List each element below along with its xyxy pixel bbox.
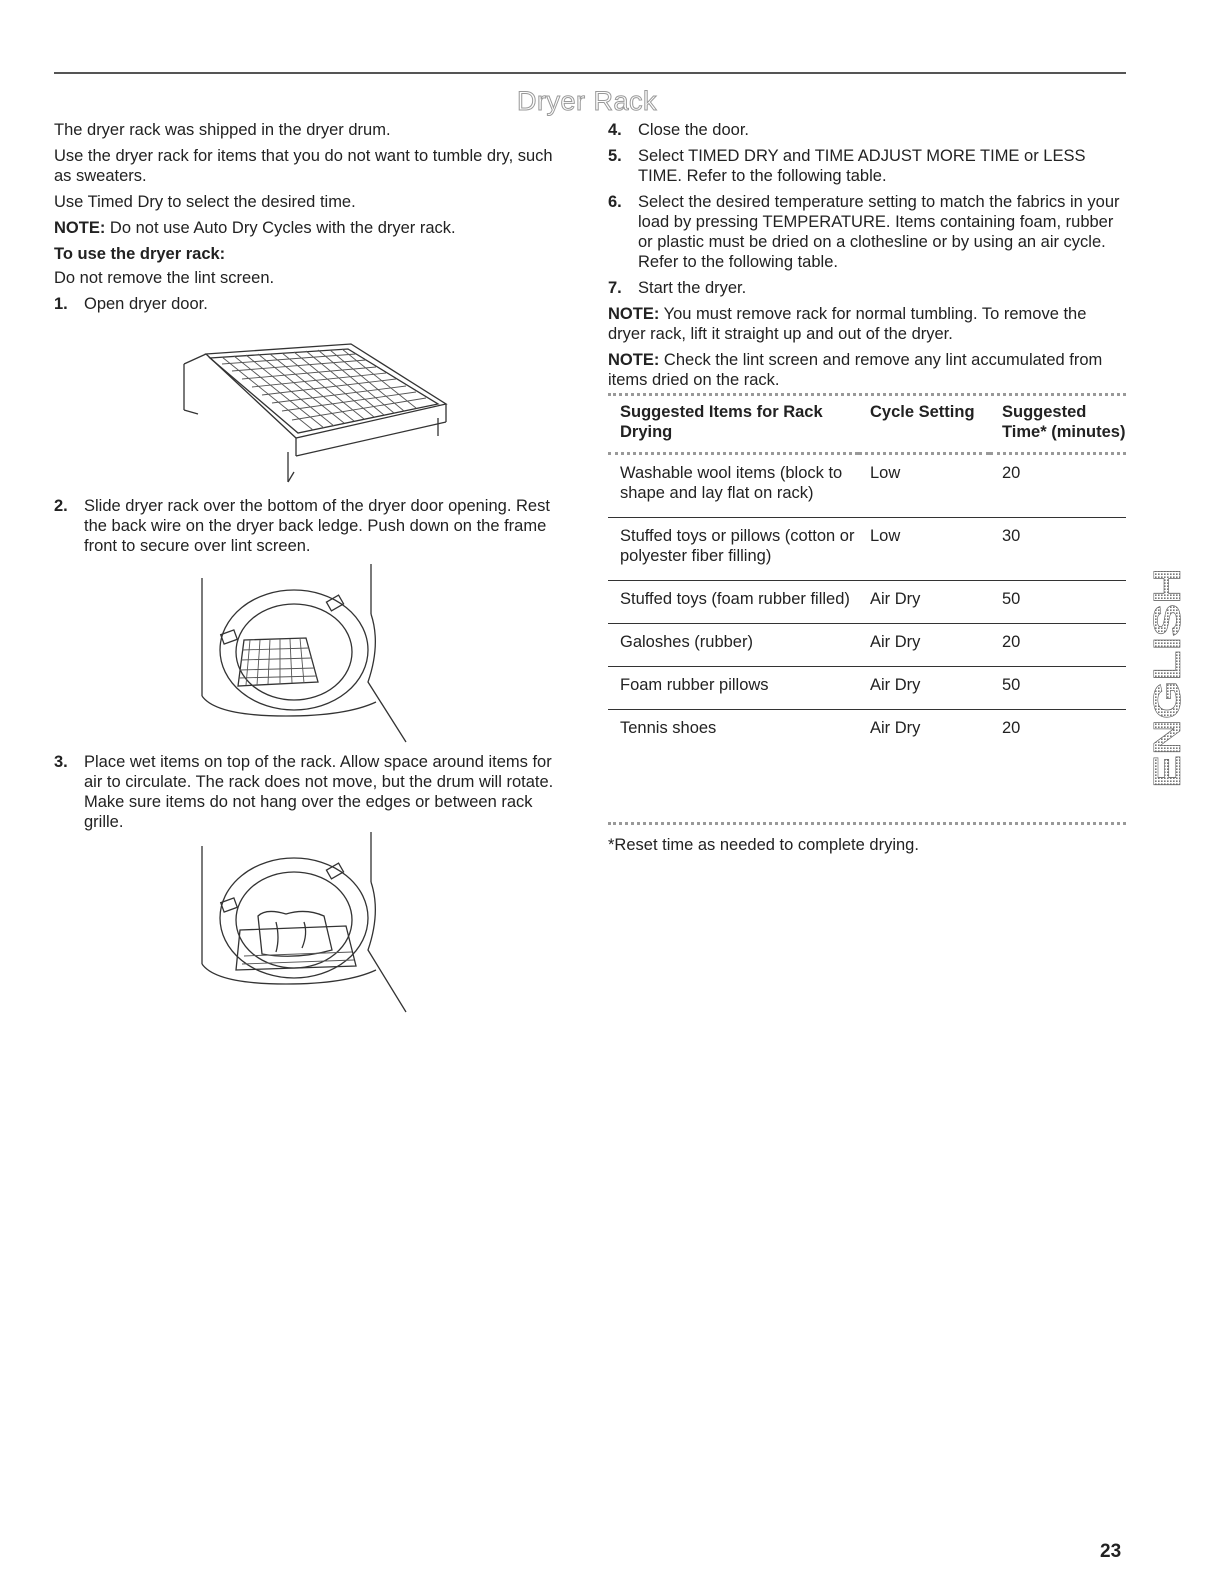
cycle-cell: Air Dry <box>858 667 990 710</box>
side-tab-text: ENGLISH <box>1147 619 1189 788</box>
items-on-rack-illustration <box>196 830 406 1020</box>
step-text: Select the desired temperature setting to match the fabrics in your load by pressing TEMPERATURE. Items containing foam, rubber or plastic must be dried on a clothesline or by using an air cycle. Refer to the following table. <box>638 193 1120 271</box>
step-text: Close the door. <box>638 121 749 139</box>
item-cell: Washable wool items (block to shape and lay flat on rack) <box>608 454 858 518</box>
table-row <box>608 454 1126 518</box>
note-label: NOTE: <box>608 305 660 323</box>
top-rule <box>54 72 1126 74</box>
header-time: Suggested Time* (minutes) <box>1002 403 1126 441</box>
step-6 <box>608 192 1128 272</box>
note-remove-rack <box>608 304 1128 344</box>
table-row <box>608 667 1126 710</box>
time-cell: 50 <box>990 667 1126 710</box>
note-text: Check the lint screen and remove any lint accumulated from items dried on the rack. <box>608 351 1103 389</box>
page-title: Dryer Rack <box>516 86 657 116</box>
table-bottom-rule <box>608 822 1126 825</box>
time-cell: 20 <box>990 454 1126 518</box>
intro-paragraph-2: Use the dryer rack for items that you do not want to tumble dry, such as sweaters. <box>54 147 553 185</box>
item-cell: Stuffed toys or pillows (cotton or polyester fiber filling) <box>608 518 858 581</box>
step-number: 7. <box>608 279 622 297</box>
header-cycle: Cycle Setting <box>870 403 975 421</box>
note-label: NOTE: <box>54 219 106 237</box>
lint-screen-paragraph: Do not remove the lint screen. <box>54 269 275 287</box>
note-lint-screen <box>608 350 1128 390</box>
page-number: 23 <box>1100 1541 1122 1562</box>
header-items: Suggested Items for Rack Drying <box>620 403 823 441</box>
rack-installed-illustration <box>196 564 406 754</box>
note-auto-dry <box>54 218 574 238</box>
step-3 <box>54 752 574 832</box>
step-text: Select TIMED DRY and TIME ADJUST MORE TIME or LESS TIME. Refer to the following table. <box>638 147 1086 185</box>
note-text: You must remove rack for normal tumbling. To remove the dryer rack, lift it straight up and out of the dryer. <box>608 305 1087 343</box>
step-5 <box>608 146 1128 186</box>
step-1 <box>54 294 574 314</box>
step-number: 4. <box>608 121 622 139</box>
step-number: 6. <box>608 193 622 211</box>
dryer-rack-illustration <box>176 334 452 484</box>
language-side-tab <box>1147 566 1189 790</box>
howto-heading-text: To use the dryer rack: <box>54 245 226 263</box>
item-cell: Tennis shoes <box>608 710 858 753</box>
step-2 <box>54 496 574 556</box>
item-cell: Foam rubber pillows <box>608 667 858 710</box>
step-text: Open dryer door. <box>84 295 208 313</box>
cycle-cell: Low <box>858 518 990 581</box>
step-number: 3. <box>54 753 68 771</box>
step-number: 2. <box>54 497 68 515</box>
howto-heading <box>54 244 574 264</box>
cycle-cell: Air Dry <box>858 710 990 753</box>
step-number: 5. <box>608 147 622 165</box>
cycle-cell: Low <box>858 454 990 518</box>
rack-drying-table <box>608 396 1126 752</box>
step-7 <box>608 278 1128 298</box>
time-cell: 30 <box>990 518 1126 581</box>
intro-paragraph-3: Use Timed Dry to select the desired time. <box>54 193 356 211</box>
intro-paragraph-1: The dryer rack was shipped in the dryer drum. <box>54 121 391 139</box>
cycle-cell: Air Dry <box>858 624 990 667</box>
note-text: Do not use Auto Dry Cycles with the dryer rack. <box>105 219 456 237</box>
time-cell: 20 <box>990 710 1126 753</box>
table-header-row <box>608 396 1126 454</box>
table-row <box>608 581 1126 624</box>
step-text: Place wet items on top of the rack. Allow space around items for air to circulate. The rack does not move, but the drum will rotate. Make sure items do not hang over the edges or between rack grille. <box>84 753 554 831</box>
step-text: Slide dryer rack over the bottom of the dryer door opening. Rest the back wire on the dryer back ledge. Push down on the frame front to secure over lint screen. <box>84 497 550 555</box>
cycle-cell: Air Dry <box>858 581 990 624</box>
table-footnote: *Reset time as needed to complete drying. <box>608 836 919 854</box>
item-cell: Galoshes (rubber) <box>608 624 858 667</box>
item-cell: Stuffed toys (foam rubber filled) <box>608 581 858 624</box>
step-text: Start the dryer. <box>638 279 747 297</box>
table-row <box>608 710 1126 753</box>
time-cell: 20 <box>990 624 1126 667</box>
note-label: NOTE: <box>608 351 660 369</box>
table-row <box>608 624 1126 667</box>
step-number: 1. <box>54 295 68 313</box>
step-2-block <box>54 496 574 562</box>
left-column <box>54 120 574 320</box>
step-4 <box>608 120 1128 140</box>
right-column <box>608 120 1128 396</box>
table-row <box>608 518 1126 581</box>
time-cell: 50 <box>990 581 1126 624</box>
step-3-block <box>54 752 574 838</box>
